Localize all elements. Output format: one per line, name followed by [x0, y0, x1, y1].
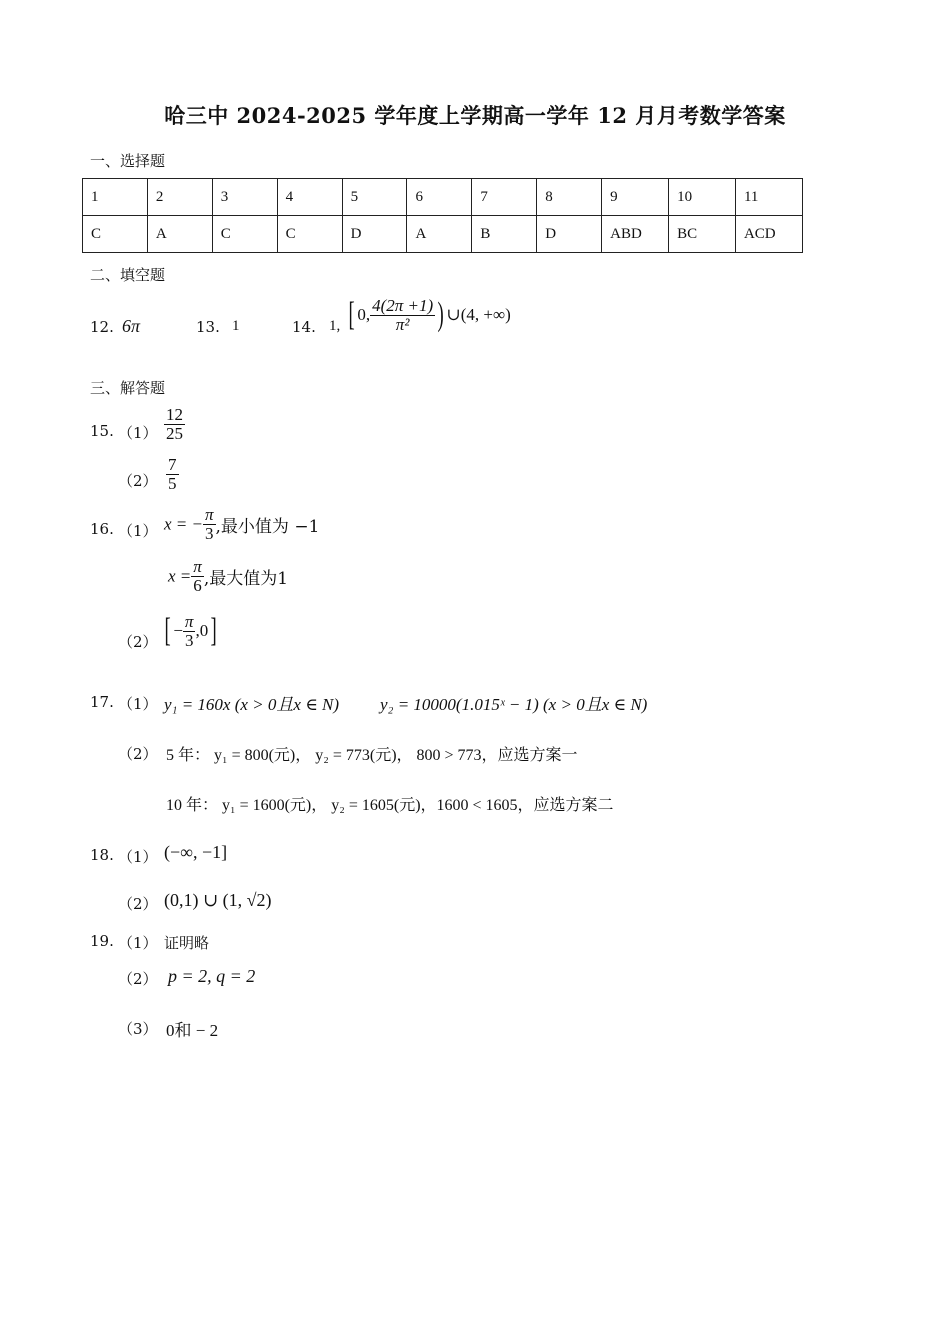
table-cell: ACD — [735, 216, 802, 253]
right-bracket-icon: ] — [210, 612, 217, 649]
q17-part1-label: （1） — [118, 695, 158, 713]
right-paren-icon: ) — [437, 296, 444, 333]
q17-part2-label: （2） — [118, 745, 158, 763]
fraction-numerator: π — [193, 557, 202, 576]
q17-line-10-years: 10 年： y₁ = 1600(元)， y₂ = 1605(元)，1600 < 1605，应选方案二 — [166, 797, 614, 814]
q16-line2-pre: x = — [168, 566, 192, 586]
table-cell: C — [83, 216, 148, 253]
table-cell: 3 — [212, 179, 277, 216]
table-cell: 6 — [407, 179, 472, 216]
fraction-numerator: 12 — [166, 405, 183, 424]
section-solve-heading: 三、解答题 — [90, 379, 166, 397]
q17-y2: y₂ = 10000(1.015ˣ − 1) (x > 0且x ∈ N) — [380, 695, 648, 714]
table-cell: 8 — [537, 179, 602, 216]
table-cell: A — [147, 216, 212, 253]
fraction-numerator: 7 — [168, 455, 177, 474]
q18-part2-answer: (0,1) ∪ (1, √2) — [164, 890, 272, 910]
section-fill-heading: 二、填空题 — [90, 266, 166, 284]
q16-line1-pre: x = − — [164, 514, 203, 534]
q18-part1-answer: (−∞, −1] — [164, 842, 228, 862]
q19-part2-label: （2） — [118, 970, 158, 988]
table-cell: 9 — [602, 179, 669, 216]
q19-part1-answer: 证明略 — [164, 934, 210, 952]
table-cell: 11 — [735, 179, 802, 216]
q14-interval: [ 0, $\frac{4(2\pi +1)}{\text{π²}}$ ) ∪(4, +∞) — [348, 295, 511, 334]
table-cell: 5 — [342, 179, 407, 216]
table-row-answers — [83, 216, 803, 253]
fraction-numerator: π — [184, 611, 194, 631]
q15-part1-label: （1） — [118, 424, 158, 442]
q14-tail: ∪(4, +∞) — [446, 305, 511, 324]
q19-part1-label: （1） — [118, 934, 158, 952]
q13-label: 13. — [196, 318, 220, 336]
q13-answer: 1 — [232, 318, 240, 334]
q19-part2-answer: p = 2, q = 2 — [168, 966, 256, 986]
q16-part2-post: ,0 — [195, 621, 209, 640]
table-cell: B — [472, 216, 537, 253]
table-cell: C — [212, 216, 277, 253]
q14-answer-a: 1, — [329, 318, 341, 334]
q17-line-5-years: 5 年： y₁ = 800(元)， y₂ = 773(元)， 800 > 773，应选方案一 — [166, 747, 578, 764]
q17-label: 17. — [90, 693, 114, 711]
q12-label: 12. — [90, 318, 114, 336]
q16-line2-post: ,最大值为1 — [203, 568, 289, 589]
fraction-denominator: 25 — [166, 423, 183, 443]
q15-part1-answer — [164, 406, 185, 443]
q14-fraction — [370, 297, 435, 334]
table-cell: ABD — [602, 216, 669, 253]
q12-answer: 6π — [122, 316, 141, 336]
q16-line1-post: ,最小值为 −1 — [215, 516, 320, 537]
fraction-denominator: π² — [395, 314, 410, 334]
section-choice-heading: 一、选择题 — [90, 152, 166, 170]
table-cell: A — [407, 216, 472, 253]
table-cell: C — [277, 216, 342, 253]
q16-part2-label: （2） — [118, 633, 158, 651]
q19-part3-answer: 0和 − 2 — [166, 1021, 219, 1040]
fraction-denominator: 3 — [205, 523, 214, 543]
q16-part1-label: （1） — [118, 522, 158, 540]
page-title: 哈三中 2024-2025 学年度上学期高一学年 12 月月考数学答案 — [164, 103, 786, 128]
table-cell: 1 — [83, 179, 148, 216]
q15-label: 15. — [90, 422, 114, 440]
choice-answer-table — [82, 178, 803, 253]
q15-part2-answer — [166, 456, 179, 493]
q16-line1 — [164, 506, 319, 543]
table-cell: 10 — [669, 179, 736, 216]
fraction-numerator: π — [205, 505, 214, 524]
table-row-numbers — [83, 179, 803, 216]
table-cell: D — [342, 216, 407, 253]
q16-label: 16. — [90, 520, 114, 538]
table-cell: BC — [669, 216, 736, 253]
q16-part2-answer — [162, 612, 220, 650]
q17-y1: y₁ = 160x (x > 0且x ∈ N) — [164, 695, 340, 714]
q18-part1-label: （1） — [118, 848, 158, 866]
fraction-numerator: 4(2π +1) — [372, 295, 434, 315]
fraction-denominator: 6 — [193, 575, 202, 595]
table-cell: D — [537, 216, 602, 253]
left-bracket-icon: [ — [348, 296, 355, 333]
q18-label: 18. — [90, 846, 114, 864]
table-cell: 2 — [147, 179, 212, 216]
q14-label: 14. — [292, 318, 316, 336]
q18-part2-label: （2） — [118, 895, 158, 913]
q19-label: 19. — [90, 932, 114, 950]
table-cell: 7 — [472, 179, 537, 216]
q16-part2-pre: − — [173, 621, 183, 640]
fraction-denominator: 5 — [168, 473, 177, 493]
q16-line2 — [168, 558, 288, 595]
q15-part2-label: （2） — [118, 472, 158, 490]
fraction-denominator: 3 — [184, 630, 194, 650]
table-cell: 4 — [277, 179, 342, 216]
q19-part3-label: （3） — [118, 1020, 158, 1038]
left-bracket-icon: [ — [164, 612, 171, 649]
